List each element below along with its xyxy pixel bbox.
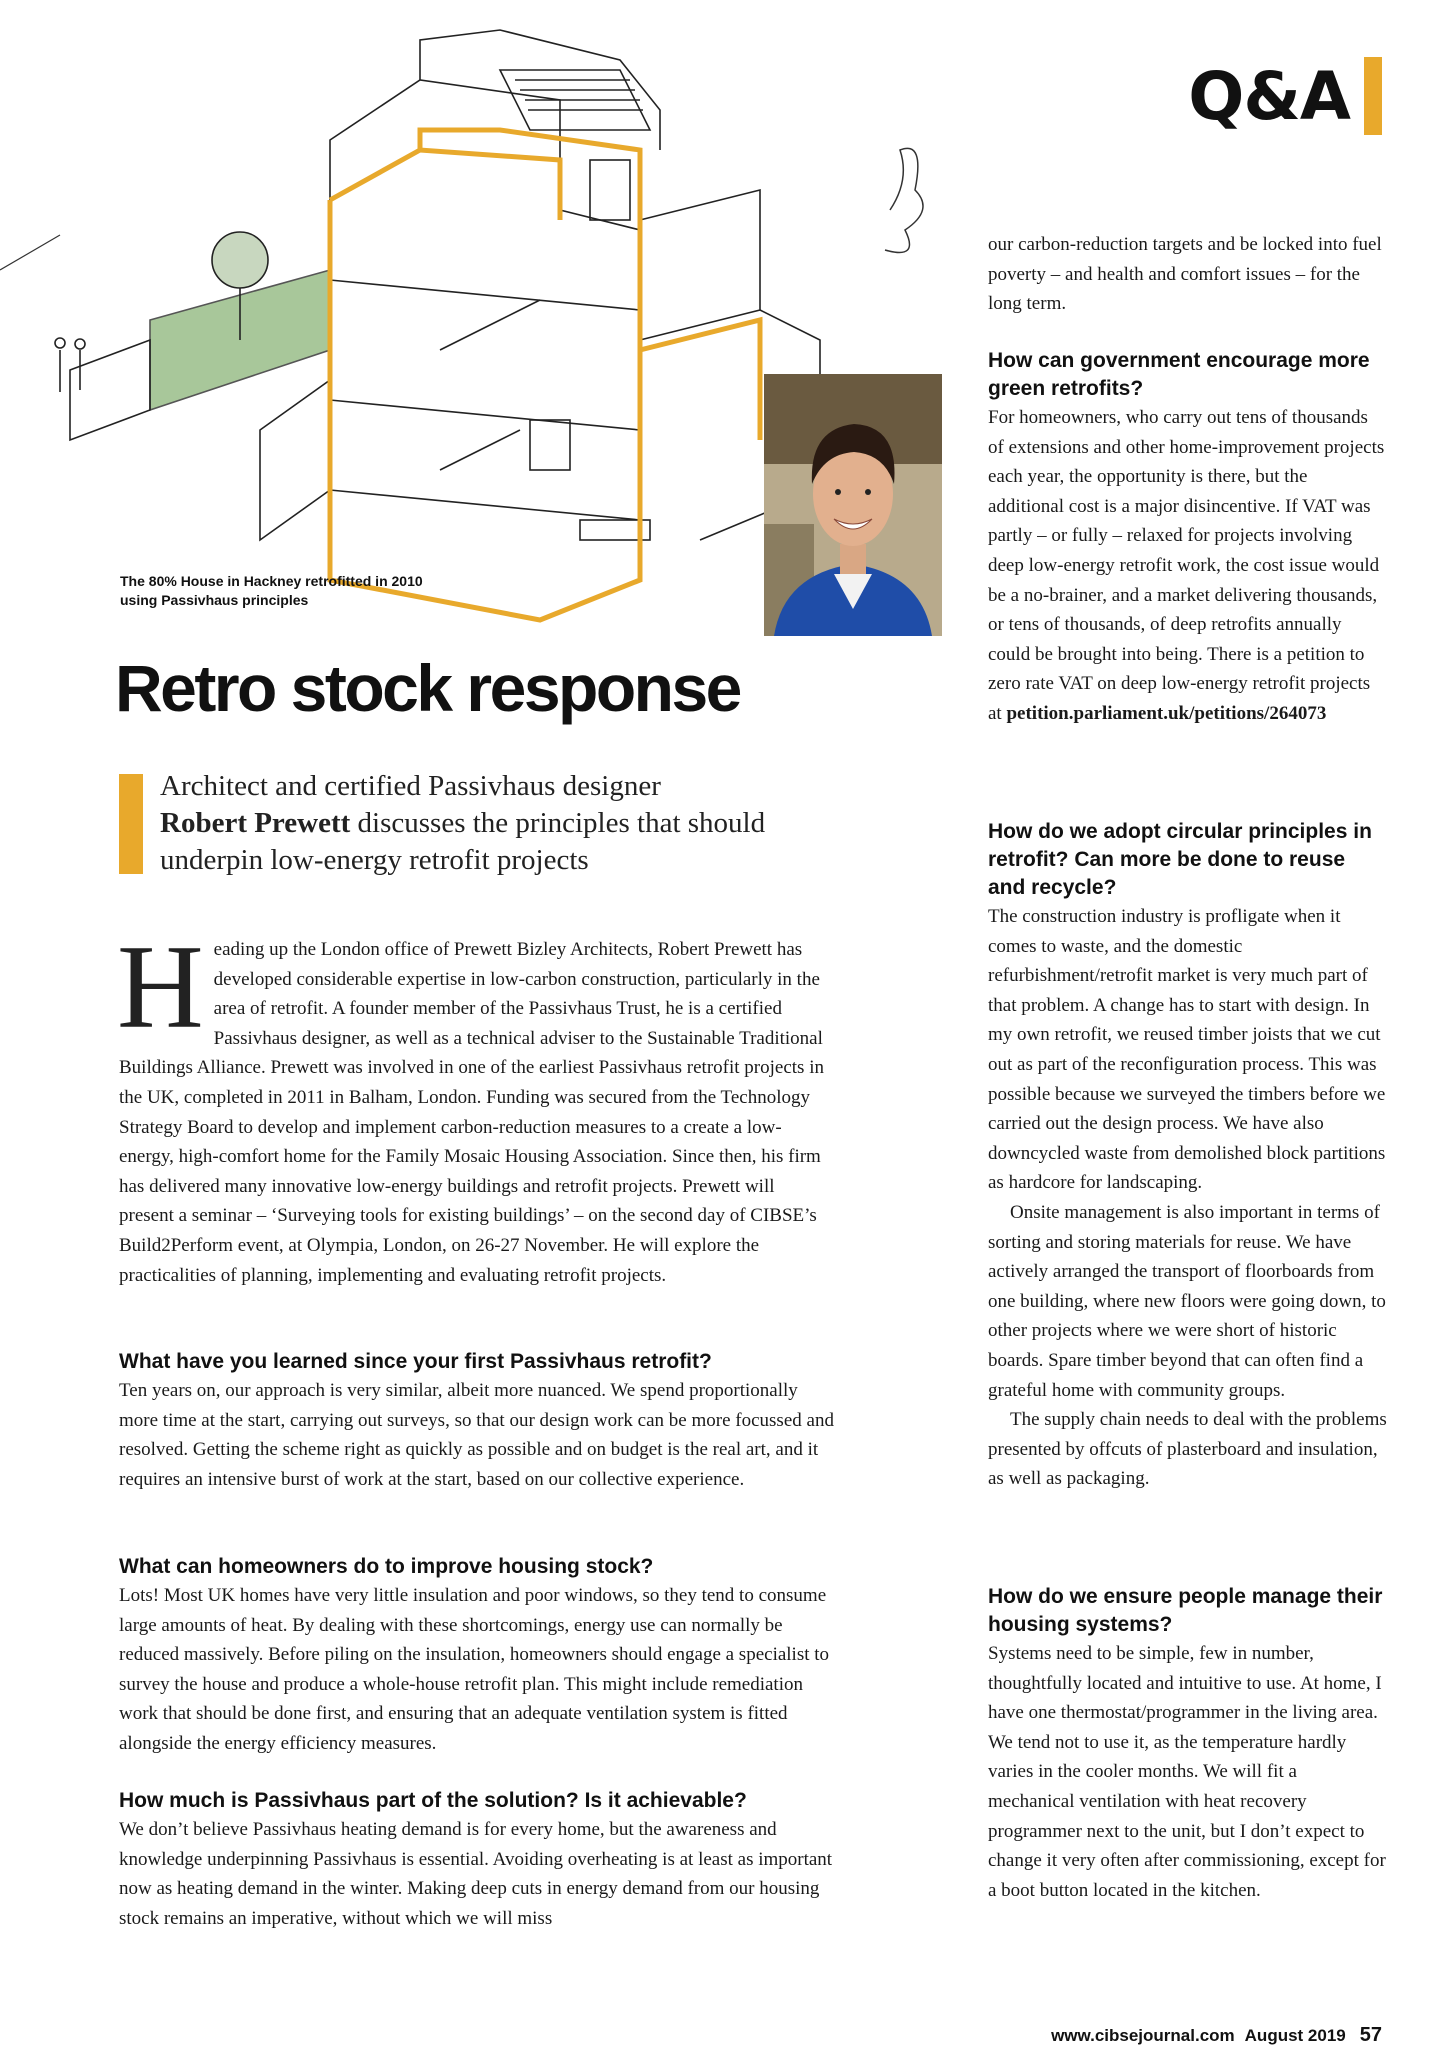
answer-text: Lots! Most UK homes have very little insulation and poor windows, so they tend to consume large amounts of heat. By dealing with these shortcomings, energy use can normally be reduced massively. Before piling on the insulation, homeowners should engage a specialist to survey the house and produce a whole-house retrofit plan. This might include remediation work that should be done first, and ensuring that an adequate ventilation system is fitted alongside the energy efficiency measures.: [119, 1585, 830, 1754]
qa-block: [988, 1583, 1388, 1905]
question-heading: How do we ensure people manage their housing systems?: [988, 1585, 1383, 1636]
answer-text: The construction industry is profligate when it comes to waste, and the domestic refurbishment/retrofit market is very much part of that problem. A change has to start with design. In my own retrofit, we reused timber joists that we cut out as part of the reconfiguration process. This was possible because we surveyed the timbers before we carried out the design process. We have also downcycled waste from demolished block partitions as hardcore for landscaping.: [988, 906, 1386, 1194]
footer-date: August 2019: [1244, 2026, 1346, 2045]
footer-url[interactable]: www.cibsejournal.com: [1051, 2026, 1235, 2045]
intro-paragraph: [117, 920, 829, 1290]
section-tag: [1188, 56, 1382, 136]
standfirst-accent-bar: [119, 774, 143, 874]
headline: Retro stock response: [115, 651, 740, 725]
answer-text: We don’t believe Passivhaus heating demand is for every home, but the awareness and knowledge underpinning Passivhaus is essential. Avoiding overheating is at least as important now as heating demand in the winter. Making deep cuts in energy demand from our housing stock remains an imperative, without which we will miss: [119, 1819, 833, 1929]
standfirst: [160, 768, 780, 879]
answer-text: Systems need to be simple, few in number, thoughtfully located and intuitive to use. At home, I have one thermostat/programmer in the living area. We tend not to use it, as the temperature hardly varies in the cooler months. We will fit a mechanical ventilation with heat recovery programmer next to the unit, but I don’t expect to change it very often after commissioning, except for a boot button located in the kitchen.: [988, 1643, 1386, 1901]
continued-answer: our carbon-reduction targets and be locked into fuel poverty – and health and comfort issues – for the long term.: [988, 234, 1382, 315]
qa-block: [119, 1553, 839, 1759]
answer-text-continued: Onsite management is also important in terms of sorting and storing materials for reuse. We have actively arranged the transport of floorboards from one building, where new floors were going down, to other projects where we were short of historic boards. Spare timber beyond that can often find a grateful home with community groups.: [988, 1201, 1386, 1401]
question-heading: How can government encourage more green retrofits?: [988, 349, 1370, 400]
petition-link[interactable]: petition.parliament.uk/petitions/264073: [1006, 702, 1327, 724]
qa-block: [988, 818, 1388, 1494]
section-label: Q&A: [1188, 57, 1350, 135]
answer-body: For homeowners, who carry out tens of thousands of extensions and other home-improvement projects each year, the opportunity is there, but the additional cost is a major disincentive. If VAT was partly – or fully – relaxed for projects involving deep low-energy retrofit work, the cost issue would be a no-brainer, and a market delivering thousands, or tens of thousands, of deep retrofits annually could be brought into being. There is a petition to zero rate VAT on deep low-energy retrofit projects at: [988, 407, 1385, 724]
answer-text: [988, 403, 1388, 729]
answer-text-continued: The supply chain needs to deal with the problems presented by offcuts of plasterboard and insulation, as well as packaging.: [988, 1409, 1387, 1490]
illustration-caption: The 80% House in Hackney retrofitted in 2010 using Passivhaus principles: [120, 573, 423, 608]
standfirst-rest: discusses the principles that should underpin low-energy retrofit projects: [160, 807, 766, 876]
qa-block: [119, 1348, 839, 1494]
question-heading: What have you learned since your first Passivhaus retrofit?: [119, 1350, 712, 1373]
standfirst-name: Robert Prewett: [160, 807, 351, 839]
section-accent-bar: [1364, 57, 1382, 135]
page-number: 57: [1359, 2024, 1382, 2046]
drop-cap: H: [117, 920, 204, 1053]
portrait-photo: [764, 374, 942, 636]
page-footer: [1051, 2024, 1382, 2047]
intro-text: eading up the London office of Prewett Bizley Architects, Robert Prewett has developed considerable expertise in low-carbon construction, particularly in the area of retrofit. A founder member of the Passivhaus Trust, he is a certified Passivhaus designer, as well as a technical adviser to the Sustainable Traditional Buildings Alliance. Prewett was involved in one of the earliest Passivhaus retrofit projects in the UK, completed in 2011 in Balham, London. Funding was secured from the Technology Strategy Board to develop and implement carbon-reduction measures to a create a low-energy, high-comfort home for the Family Mosaic Housing Association. Since then, his firm has delivered many innovative low-energy buildings and retrofit projects. Prewett will present a seminar – ‘Surveying tools for existing buildings’ – on the second day of CIBSE’s Build2Perform event, at Olympia, London, on 26-27 November. He will explore the practicalities of planning, implementing and evaluating retrofit projects.: [119, 939, 824, 1286]
answer-text: Ten years on, our approach is very similar, albeit more nuanced. We spend proportionally more time at the start, carrying out surveys, so that our design work can be more focussed and resolved. Getting the scheme right as quickly as possible and on budget is the real art, and it requires an intensive burst of work at the start, based on our collective experience.: [119, 1380, 834, 1490]
qa-block: [119, 1787, 839, 1933]
question-heading: How do we adopt circular principles in retrofit? Can more be done to reuse and recycle?: [988, 820, 1372, 899]
question-heading: How much is Passivhaus part of the solution? Is it achievable?: [119, 1789, 747, 1812]
standfirst-line1: Architect and certified Passivhaus designer: [160, 770, 661, 802]
qa-block: [988, 347, 1388, 729]
question-heading: What can homeowners do to improve housing stock?: [119, 1555, 654, 1578]
